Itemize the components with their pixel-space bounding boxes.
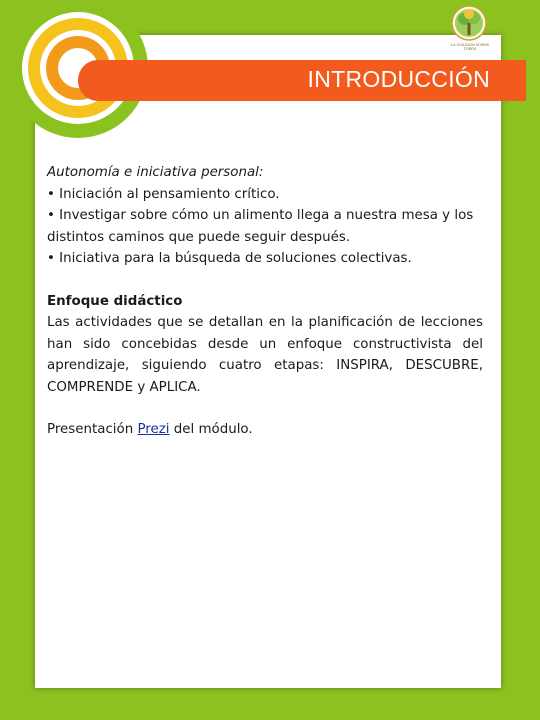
title-bar <box>78 60 526 101</box>
presentation-prefix: Presentación <box>47 422 138 437</box>
prezi-link[interactable]: Prezi <box>137 422 170 437</box>
presentation-suffix: del módulo. <box>169 422 253 437</box>
presentation-line <box>47 419 483 441</box>
approach-heading: Enfoque didáctico <box>47 293 183 309</box>
competence-bullet: • Iniciación al pensamiento crítico. <box>47 186 280 202</box>
approach-text: Las actividades que se detallan en la planificación de lecciones han sido concebidas desde un enfoque constructivista del aprendizaje, siguiendo cuatro etapas: INSPIRA, DESCUBRE, COMPRENDE y APLICA. <box>47 315 483 395</box>
logo-caption: LA SOLUCIÓN SOMOS TODOS <box>451 43 489 51</box>
competence-heading: Autonomía e iniciativa personal: <box>47 165 264 180</box>
competence-bullet: • Iniciativa para la búsqueda de soluciones colectivas. <box>47 251 412 266</box>
content-body <box>47 162 483 441</box>
competence-bullet: • Investigar sobre cómo un alimento llega a nuestra mesa y los distintos caminos que puede seguir después. <box>47 208 474 245</box>
page-title: INTRODUCCIÓN <box>307 66 490 92</box>
